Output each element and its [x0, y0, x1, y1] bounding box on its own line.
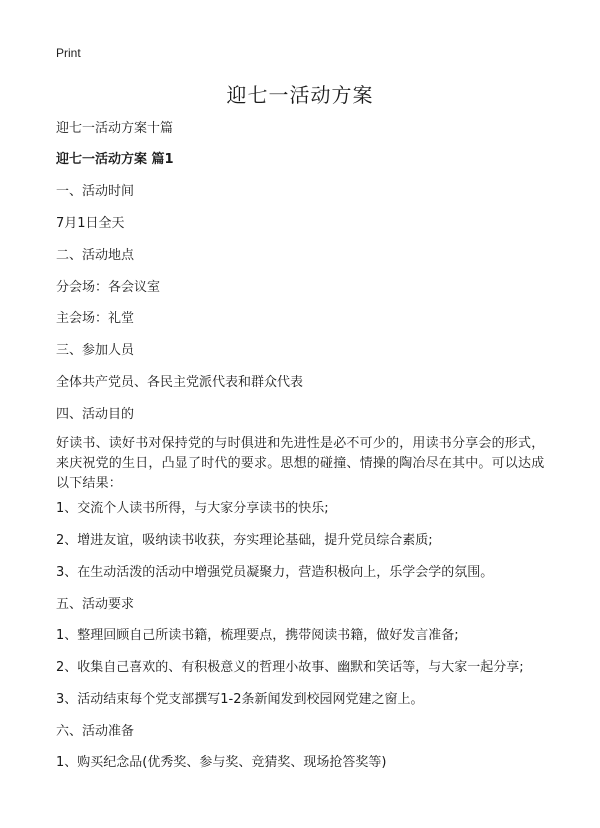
section-heading-1: 迎七一活动方案 篇1 [56, 152, 174, 167]
preparation-item-1: 1、购买纪念品(优秀奖、参与奖、竞猜奖、现场抢答奖等) [56, 755, 387, 770]
text-purpose: 好读书、读好书对保持党的与时俱进和先进性是必不可少的，用读书分享会的形式，来庆祝党的生日，凸显了时代的要求。思想的碰撞、情操的陶冶尽在其中。可以达成以下结果： [56, 436, 545, 491]
requirement-item-1: 1、整理回顾自己所读书籍，梳理要点，携带阅读书籍，做好发言准备; [56, 628, 459, 643]
text-main-venue: 主会场：礼堂 [56, 311, 135, 326]
requirement-item-2: 2、收集自己喜欢的、有积极意义的哲理小故事、幽默和笑话等，与大家一起分享; [56, 660, 524, 675]
text-sub-venue: 分会场：各会议室 [56, 280, 161, 295]
purpose-item-2: 2、增进友谊，吸纳读书收获，夯实理论基础，提升党员综合素质; [56, 533, 433, 548]
heading-time: 一、活动时间 [56, 184, 135, 199]
text-time: 7月1日全天 [56, 216, 125, 231]
heading-participants: 三、参加人员 [56, 343, 135, 358]
subtitle: 迎七一活动方案十篇 [56, 121, 174, 136]
purpose-item-3: 3、在生动活泼的活动中增强党员凝聚力，营造积极向上，乐学会学的氛围。 [56, 565, 494, 580]
document-title: 迎七一活动方案 [226, 83, 374, 107]
heading-location: 二、活动地点 [56, 248, 135, 263]
heading-purpose: 四、活动目的 [56, 407, 135, 422]
heading-preparation: 六、活动准备 [56, 724, 135, 739]
requirement-item-3: 3、活动结束每个党支部撰写1-2条新闻发到校园网党建之窗上。 [56, 692, 424, 707]
print-link[interactable]: Print [56, 46, 81, 60]
heading-requirements: 五、活动要求 [56, 597, 135, 612]
purpose-item-1: 1、交流个人读书所得，与大家分享读书的快乐; [56, 501, 329, 516]
text-participants: 全体共产党员、各民主党派代表和群众代表 [56, 375, 304, 390]
